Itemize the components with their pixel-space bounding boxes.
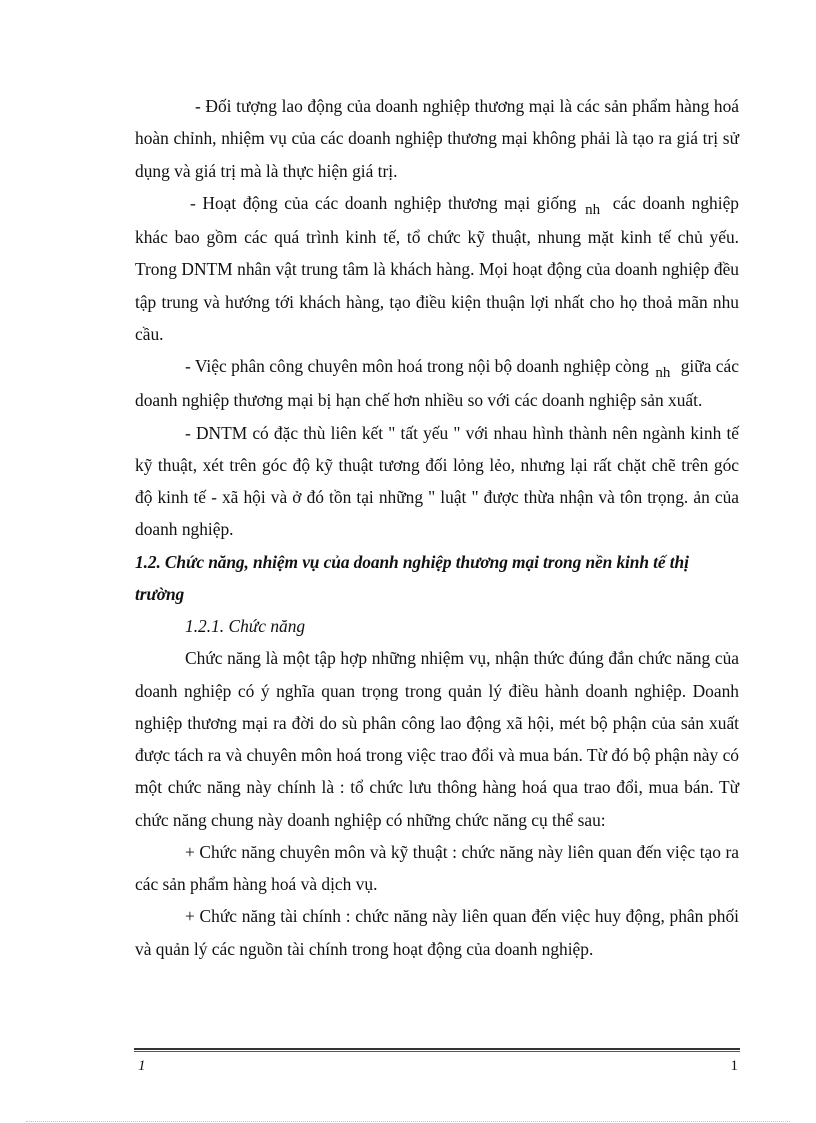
paragraph-dntm-linkage: - DNTM có đặc thù liên kết " tất yếu " với nhau hình thành nên ngành kinh tế kỹ thuật, xét trên góc độ kỹ thuật tương đối lỏng lẻo, nhưng lại rất chặt chẽ trên góc độ kinh tế - xã hội và ở đó tồn tại những " luật " được thừa nhận và tôn trọng. ản của doanh nghiệp. — [135, 422, 739, 540]
page-boundary — [26, 1121, 790, 1122]
paragraph-activities — [135, 187, 739, 350]
paragraph-text: - Hoạt động của các doanh nghiệp thương mại giống — [190, 192, 577, 213]
paragraph-financial-function: + Chức năng tài chính : chức năng này liên quan đến việc huy động, phân phối và quản lý các nguồn tài chính trong hoạt động của doanh nghiệp. — [135, 906, 739, 959]
paragraph-labor-object: - Đối tượng lao động của doanh nghiệp thương mại là các sản phẩm hàng hoá hoàn chỉnh, nhiệm vụ của các doanh nghiệp thương mại không phải là tạo ra giá trị sử dụng và giá trị mà là thực hiện giá trị. — [135, 96, 739, 181]
section-heading: 1.2. Chức năng, nhiệm vụ của doanh nghiệp thương mại trong nền kinh tế thị trường — [135, 551, 689, 604]
page-footer — [134, 1048, 740, 1075]
paragraph-function-definition: Chức năng là một tập hợp những nhiệm vụ, nhận thức đúng đắn chức năng của doanh nghiệp có ý nghĩa quan trọng trong quản lý điều hành doanh nghiệp. Doanh nghiệp thương mại ra đời do sù phân công lao động xã hội, mét bộ phận của sản xuất được tách ra và chuyên môn hoá trong việc trao đổi và mua bán. Từ đó bộ phận này có một chức năng này chính là : tổ chức lưu thông hàng hoá qua trao đổi, mua bán. Từ chức năng chung này doanh nghiệp có những chức năng cụ thể sau: — [135, 648, 739, 830]
footer-left-label: 1 — [138, 1058, 146, 1074]
footer-divider — [134, 1048, 740, 1052]
paragraph-specialization — [135, 350, 739, 417]
document-body — [135, 90, 739, 965]
offset-fragment: nh — [655, 365, 671, 381]
paragraph-text: các doanh nghiệp khác bao gồm các quá trình kinh tế, tổ chức kỹ thuật, nhung mặt kinh tế chủ yếu. Trong DNTM nhân vật trung tâm là khách hàng. Mọi hoạt động của doanh nghiệp đều tập trung và hướng tới khách hàng, tạo điều kiện thuận lợi nhất cho họ thoả mãn nhu cầu. — [135, 192, 739, 344]
subsection-heading: 1.2.1. Chức năng — [185, 616, 306, 636]
page-number: 1 — [730, 1058, 738, 1074]
paragraph-text: giữa các doanh nghiệp thương mại bị hạn chế hơn nhiều so với các doanh nghiệp sản xuất. — [135, 356, 739, 411]
paragraph-text: - Việc phân công chuyên môn hoá trong nội bộ doanh nghiệp còng — [185, 356, 649, 376]
paragraph-technical-function: + Chức năng chuyên môn và kỹ thuật : chức năng này liên quan đến việc tạo ra các sản phẩm hàng hoá và dịch vụ. — [135, 841, 739, 894]
footer-row — [134, 1058, 740, 1075]
offset-fragment: nh — [585, 201, 601, 218]
